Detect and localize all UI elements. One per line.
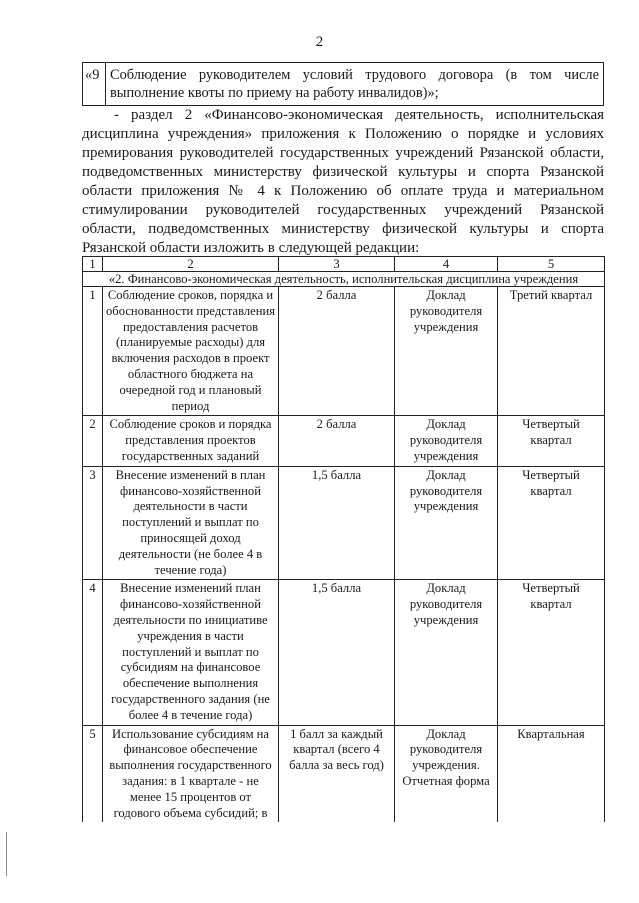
page-number: 2 — [315, 34, 324, 50]
row-number: 4 — [83, 580, 103, 725]
column-header: 4 — [395, 257, 498, 272]
criterion-cell: Соблюдение сроков, порядка и обоснованности представления предоставления расчетов (планируемые расходы) для включения расходов в проект областного бюджета на очередной год и плановый период — [103, 287, 279, 416]
table-header-row — [83, 257, 605, 272]
row-number: 5 — [83, 725, 103, 822]
item-9-number: «9 — [83, 63, 106, 106]
item-9-table — [82, 62, 604, 106]
row-number: 1 — [83, 287, 103, 416]
period-cell: Четвертый квартал — [498, 580, 605, 725]
period-cell: Третий квартал — [498, 287, 605, 416]
period-cell: Четвертый квартал — [498, 466, 605, 580]
score-cell: 2 балла — [279, 287, 395, 416]
column-header: 5 — [498, 257, 605, 272]
report-cell: Доклад руководителя учреждения — [395, 287, 498, 416]
criterion-cell: Внесение изменений в план финансово-хозяйственной деятельности в части поступлений и выплат по приносящей доход деятельности (не более 4 в течение года) — [103, 466, 279, 580]
row-number: 2 — [83, 416, 103, 466]
column-header: 3 — [279, 257, 395, 272]
score-cell: 1,5 балла — [279, 580, 395, 725]
score-cell: 1 балл за каждый квартал (всего 4 балла за весь год) — [279, 725, 395, 822]
table-row — [83, 466, 605, 580]
row-number: 3 — [83, 466, 103, 580]
item-9-row — [83, 63, 604, 106]
section-title: «2. Финансово-экономическая деятельность, исполнительская дисциплина учреждения — [83, 272, 605, 287]
table-row — [83, 725, 605, 822]
criterion-cell: Соблюдение сроков и порядка представления проектов государственных заданий — [103, 416, 279, 466]
score-cell: 1,5 балла — [279, 466, 395, 580]
table-row — [83, 580, 605, 725]
report-cell: Доклад руководителя учреждения — [395, 416, 498, 466]
table-row — [83, 287, 605, 416]
report-cell: Доклад руководителя учреждения — [395, 580, 498, 725]
item-9-text: Соблюдение руководителем условий трудового договора (в том числе выполнение квоты по приему на работу инвалидов)»; — [106, 63, 604, 106]
column-header: 2 — [103, 257, 279, 272]
criterion-cell: Внесение изменений план финансово-хозяйственной деятельности по инициативе учреждения в части поступлений и выплат по субсидиям на финансовое обеспечение выполнения государственного задания (не более 4 в течение года) — [103, 580, 279, 725]
criteria-table — [82, 256, 605, 822]
report-cell: Доклад руководителя учреждения. Отчетная форма — [395, 725, 498, 822]
period-cell: Четвертый квартал — [498, 416, 605, 466]
score-cell: 2 балла — [279, 416, 395, 466]
column-header: 1 — [83, 257, 103, 272]
criterion-cell: Использование субсидиям на финансовое обеспечение выполнения государственного задания: в 1 квартале - не менее 15 процентов от годового объема субсидий; в — [103, 725, 279, 822]
period-cell: Квартальная — [498, 725, 605, 822]
table-row — [83, 416, 605, 466]
scan-edge-mark — [6, 832, 7, 876]
report-cell: Доклад руководителя учреждения — [395, 466, 498, 580]
amendment-paragraph: - раздел 2 «Финансово-экономическая деятельность, исполнительская дисциплина учреждения» приложения к Положению о порядке и условиях премирования руководителей государственных учреждений Рязанской области, подведомственных министерству физической культуры и спорта Рязанской области приложения № 4 к Положению об оплате труда и материальном стимулировании руководителей государственных учреждений Рязанской области, подведомственных министерству физической культуры и спорта Рязанской области изложить в следующей редакции: — [82, 107, 604, 256]
section-title-row — [83, 272, 605, 287]
